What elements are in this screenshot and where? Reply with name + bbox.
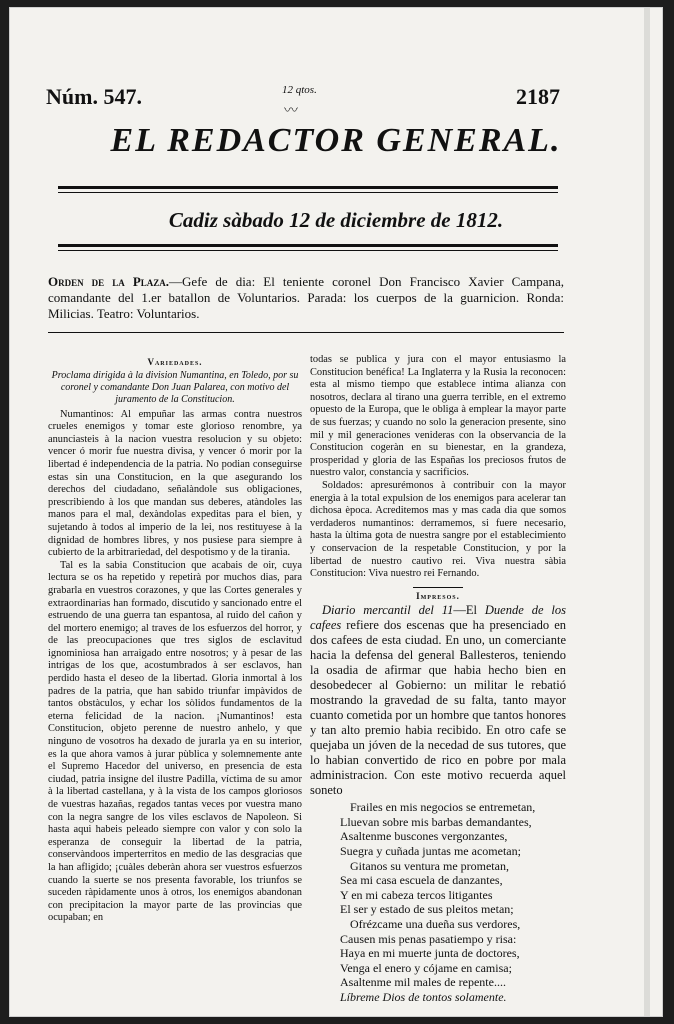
sonnet-line: Asaltenme buscones vergonzantes, [340, 829, 508, 844]
diario-title: Diario mercantil del 11 [322, 603, 454, 618]
impresos-paragraph [310, 603, 566, 798]
date-rule [58, 244, 558, 247]
sonnet-line: Haya en mi muerte junta de doctores, [340, 946, 520, 961]
orden-label: Orden de la Plaza. [48, 274, 170, 289]
sonnet-line: Causen mis penas pasatiempo y risa: [340, 931, 517, 946]
impresos-text: refiere dos escenas que ha presenciado en dos cafees de esta ciudad. En uno, un comerciante hacia la defensa del general Ballesteros, teniendo la osadia de afirmar que habia hecho bien en desobedecer al Gobierno: un militar le rebatió mostrando la gravedad de su falta, tanto mayor cuanto cometida por un hombre que tantos honores y tan alto premio habia recibido. En otro cafe se quejaba un jóven de la necedad de sus tutores, que lo habian convertido de rico en pobre por mala administracion. Con este motivo recuerda aquel soneto [310, 618, 566, 798]
sonnet-line: Líbreme Dios de tontos solamente. [340, 990, 507, 1004]
masthead-title: EL REDACTOR GENERAL. [110, 122, 562, 159]
variedades-heading: Variedades. [147, 357, 203, 367]
sonnet-line: Y en mi cabeza tercos litigantes [340, 887, 493, 902]
paragraph: todas se publica y jura con el mayor entusiasmo la Constitucion benéfica! La Inglaterra y la Rusia la reconocen: esta al mismo tiempo que establece intima alianza con nosotros, declara al tirano una guerra terrible, en el extremo opuesto de la Europa, que le obliga à emplear la mayor parte de sus fuerzas; y cuando no solo la generacion presente, sino mil y mil generaciones venideras con la observancia de la Constitucion cogeràn en su bienestar, en la grandeza, prosperidad y gloria de las Españas los preciosos frutos de nuestro valor, constancia y sacrificios. [310, 354, 566, 479]
section-rule [48, 332, 564, 333]
sonnet-line: Sea mi casa escuela de danzantes, [340, 873, 503, 888]
page-number: 2187 [516, 84, 560, 109]
sonnet-line: Asaltenme mil males de repente.... [340, 975, 506, 990]
date-rule-thin [58, 250, 558, 251]
dash: —El [453, 603, 485, 618]
paragraph: Numantinos: Al empuñar las armas contra nuestros crueles enemigos y tomar este glorioso renombre, ya anunciasteis à la nacion vuestra resolucion y su objeto: vencer ó morir fue nuestra divisa, y vencer ó morir por la libertad é independencia de la patria. No podian conseguirse estas sin una Constitucion, en la que asegurando los derechos del ciudadano, señalàndole sus obligaciones, prescribiendo à los que mandan sus deberes, atàndoles las manos para el mal, dexàndolas expeditas para el bien, y sujetando à todos al imperio de la lei, nos restituyese à la dignidad de hombres libres, y nos pusiese para siempre à cubierto de la arbitrariedad, del despotismo y de la tiranìa. [48, 408, 302, 559]
ornament: 〰 [284, 104, 298, 119]
issue-date: Cadiz sàbado 12 de diciembre de 1812. [168, 208, 504, 232]
masthead-rule [58, 186, 558, 189]
sonnet-line: Gitanos su ventura me prometan, [350, 858, 509, 873]
sonnet [310, 800, 566, 1004]
paragraph: Soldados: apresurémonos à contribuir con la mayor energìa à la total expulsion de los enemigos para acelerar tan dichosa època. Acreditemos mas y mas cada dia que somos verdaderos numantinos: derramemos, si fuere necesario, hasta la ùltima gota de nuestra sangre por el establecimiento y conservacion de la respetable Constitucion, y por la libertad de nuestro cautivo rei. Viva nuestra sàbia Constitucion: Viva nuestro rei Fernando. [310, 479, 566, 580]
issue-number: Núm. 547. [46, 84, 142, 109]
duende-title: Duende de los cafees [310, 603, 566, 633]
masthead-rule-thin [58, 192, 558, 193]
newspaper-page [10, 8, 662, 1016]
impresos-heading: Impresos. [416, 590, 460, 601]
orden-text: —Gefe de dia: El teniente coronel Don Francisco Xavier Campana, comandante del 1.er batallon de Voluntarios. Parada: los cuerpos de la guarnicion. Ronda: Milicias. Teatro: Voluntarios. [48, 274, 564, 321]
sonnet-line: El ser y estado de sus pleitos metan; [340, 902, 514, 917]
sonnet-line: Frailes en mis negocios se entremetan, [350, 800, 536, 815]
divider [413, 587, 463, 588]
sonnet-line: Venga el enero y cójame en camisa; [340, 960, 512, 975]
header-line [46, 84, 560, 118]
sonnet-line: Lluevan sobre mis barbas demandantes, [340, 814, 532, 829]
sonnet-line: Ofrézcame una dueña sus verdores, [350, 917, 521, 932]
orden-de-la-plaza [48, 274, 564, 322]
paragraph: Tal es la sabia Constitucion que acabais de oir, cuya lectura se os ha repetido y repetirà por muchos dias, para grabarla en vuestros corazones, y que las Cortes generales y extraordinarias han formado, discutido y sancionado entre el estruendo de una guerra tan espantosa, al ruido del cañon y del mortero enemigo; al traves de los esfuerzos del horror, y de las preocupaciones que tres siglos de esclavitud ignominiosa han arraigado entre nosotros; y à pesar de las intrigas de los que, acostumbrados à ser esclavos, han perdido hasta el deseo de la libertad. Gloria inmortal à los padres de la patria, que han sabido triunfar impàvidos de tantos obstàculos, y echar los sòlidos fundamentos de la eterna felicidad de la nacion. ¡Numantinos! esta Constitucion, objeto perenne de nuestro anhelo, y que ninguno de vosotros ha dexado de jurarla ya en su interior, es la que ahora vamos à jurar pùblica y solemnemente ante el Supremo Hacedor del universo, en presencia de esta ciudad, patria insigne del ilustre Padilla, víctima de su amor à la libertad castellana, y à la vista de los campos gloriosos de vuestras hazañas, regados tantas veces por vuestra mano con la negra sangre de los viles esclavos de Napoleon. Si hasta aqui habeis peleado siempre con valor y con solo la esperanza de conseguir la libertad de la patria, conservàndoos imperterritos en medio de las desgracias que la han afligido; ¡cuàles deberàn ahora ser vuestros esfuerzos cuando la suerte se nos presenta favorable, los triunfos se suceden ràpidamente unos à otros, los enemigos abandonan con precipitacion la mayor parte de las provincias que ocupaban; en [48, 559, 302, 924]
sonnet-line: Suegra y cuñada juntas me acometan; [340, 844, 521, 859]
right-column [310, 354, 566, 1005]
proclama-subtitle: Proclama dirigida à la division Numantina, en Toledo, por su coronel y comandante Don Juan Palarea, con motivo del juramento de la Constitucion. [51, 369, 299, 405]
price: 12 qtos. [282, 84, 317, 96]
left-column [48, 356, 302, 925]
